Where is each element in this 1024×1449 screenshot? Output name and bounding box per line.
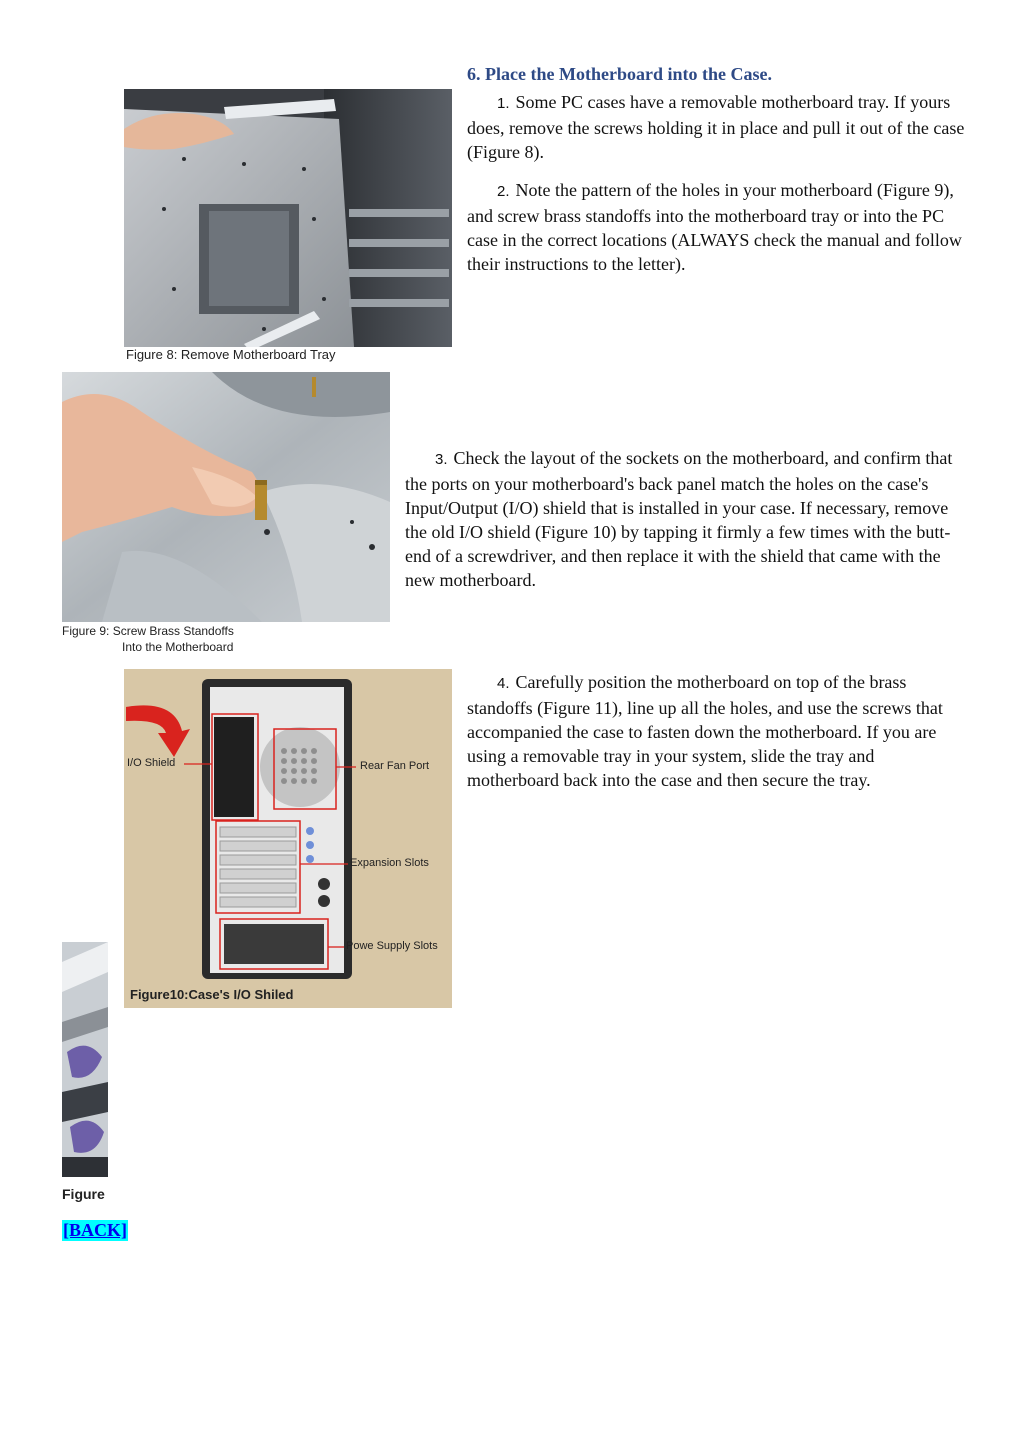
figure-10: [124, 669, 452, 1008]
figure-9-photo: [62, 372, 390, 622]
step-number: 2.: [497, 183, 510, 200]
figure-10-label-io-shield: I/O Shield: [127, 757, 176, 769]
step-4: [467, 670, 962, 792]
step-2: [467, 178, 967, 276]
step-text: Note the pattern of the holes in your motherboard (Figure 9), and screw brass standoffs into the motherboard tray or into the PC case in the correct locations (ALWAYS check the manual and follow their instructions to the letter).: [467, 180, 962, 274]
figure-11-photo: [62, 822, 108, 1177]
step-number: 4.: [497, 675, 510, 692]
step-number: 1.: [497, 95, 510, 112]
figure-8: [124, 89, 452, 364]
figure-10-label-rear-fan: Rear Fan Port: [360, 760, 430, 772]
figure-9: [62, 372, 390, 622]
step-number: 3.: [435, 451, 448, 468]
figure-11: [62, 822, 108, 1177]
figure-10-label-expansion: Expansion Slots: [350, 857, 429, 869]
figure-9-caption-line2: Into the Motherboard: [122, 640, 234, 654]
section-heading: 6. Place the Motherboard into the Case.: [467, 64, 772, 84]
figure-8-caption: Figure 8: Remove Motherboard Tray: [126, 347, 336, 362]
step-text: Some PC cases have a removable motherboard tray. If yours does, remove the screws holding it in place and pull it out of the case (Figure 8).: [467, 92, 965, 162]
step-3: [405, 446, 965, 592]
step-text: Carefully position the motherboard on top of the brass standoffs (Figure 11), line up all the holes, and use the screws that accompanied the case to fasten down the motherboard. If you are using a removable tray in your system, slide the tray and motherboard back into the case and then secure the tray.: [467, 672, 943, 790]
figure-8-photo: [124, 89, 452, 364]
figure-9-caption-line1: Figure 9: Screw Brass Standoffs: [62, 624, 234, 638]
back-link[interactable]: [BACK]: [63, 1220, 127, 1240]
figure-10-label-power: Powe Supply Slots: [346, 940, 438, 952]
figure-10-diagram: [124, 669, 452, 1008]
figure-11-caption: Figure: [62, 1186, 105, 1202]
figure-10-caption: Figure10:Case's I/O Shiled: [130, 987, 294, 1002]
step-text: Check the layout of the sockets on the motherboard, and confirm that the ports on your motherboard's back panel match the holes on the case's Input/Output (I/O) shield that is installed in your case. If necessary, remove the old I/O shield (Figure 10) by tapping it firmly a few times with the butt-end of a screwdriver, and then replace it with the shield that came with the new motherboard.: [405, 448, 953, 590]
step-1: [467, 90, 967, 164]
